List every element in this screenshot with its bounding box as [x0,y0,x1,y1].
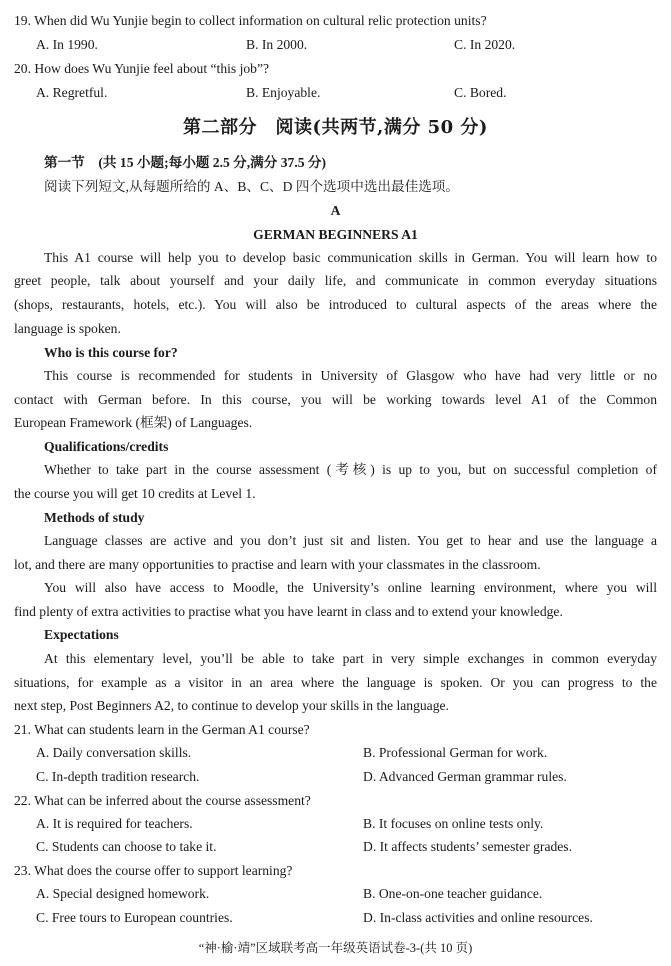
passage-p1-line-4: language is spoken. [14,321,121,336]
page-footer: “神·榆·靖”区域联考高一年级英语试卷-3-(共 10 页) [198,941,473,955]
passage-p5-line-1: You will also have access to Moodle, the University’s online learning environment, where you will [44,580,657,595]
passage-p5-line-2: find plenty of extra activities to practise what you have learnt in class and to extend your knowledge. [14,604,563,619]
question-19-option-b: B. In 2000. [246,37,308,52]
passage-p2-line-2: contact with German before. In this course, you will be working towards level A1 of the Common [14,392,657,407]
passage-p3-line-1: Whether to take part in the course assessment (考核) is up to you, but on successful completion of [44,462,657,477]
question-23-option-a: A. Special designed homework. [36,886,210,901]
heading-methods-of-study: Methods of study [44,510,145,525]
question-23-option-c: C. Free tours to European countries. [36,910,233,925]
passage-p1-line-3: (shops, restaurants, hotels, etc.). You will also be introduced to cultural aspects of the areas where the [14,297,657,312]
question-20-stem: 20. How does Wu Yunjie feel about “this job”? [14,61,270,76]
question-23-option-b: B. One-on-one teacher guidance. [363,886,543,901]
heading-qualifications: Qualifications/credits [44,439,169,454]
passage-p1-line-1: This A1 course will help you to develop basic communication skills in German. You will learn how to [44,250,657,265]
question-19-stem: 19. When did Wu Yunjie begin to collect information on cultural relic protection units? [14,13,487,28]
question-21-stem: 21. What can students learn in the German A1 course? [14,722,310,737]
part-two-title: 第二部分 阅读(共两节,满分 50 分) [183,117,488,138]
question-19-option-a: A. In 1990. [36,37,98,52]
question-20-option-b: B. Enjoyable. [246,85,321,100]
reading-instruction: 阅读下列短文,从每题所给的 A、B、C、D 四个选项中选出最佳选项。 [44,179,459,194]
question-20-option-a: A. Regretful. [36,85,108,100]
heading-expectations: Expectations [44,627,119,642]
passage-p3-line-2: the course you will get 10 credits at Level 1. [14,486,256,501]
question-19-option-c: C. In 2020. [454,37,516,52]
passage-p6-line-2: situations, for example as a visitor in an area where the language is spoken. Or you can progress to the [14,675,657,690]
question-21-option-b: B. Professional German for work. [363,745,548,760]
question-23-option-d: D. In-class activities and online resources. [363,910,593,925]
question-21-option-a: A. Daily conversation skills. [36,745,192,760]
passage-letter: A [330,203,341,218]
question-21-option-d: D. Advanced German grammar rules. [363,769,567,784]
passage-p4-line-2: lot, and there are many opportunities to practise and learn with your classmates in the classroom. [14,557,541,572]
question-20-option-c: C. Bored. [454,85,507,100]
heading-who-is-course-for: Who is this course for? [44,345,178,360]
question-23-stem: 23. What does the course offer to support learning? [14,863,293,878]
passage-p2-line-1: This course is recommended for students in University of Glasgow who have had very little or no [44,368,657,383]
passage-title: GERMAN BEGINNERS A1 [253,227,418,242]
question-22-option-d: D. It affects students’ semester grades. [363,839,572,854]
question-21-option-c: C. In-depth tradition research. [36,769,200,784]
passage-p6-line-1: At this elementary level, you’ll be able to take part in very simple exchanges in common everyday [44,651,657,666]
question-22-option-c: C. Students can choose to take it. [36,839,217,854]
question-22-stem: 22. What can be inferred about the course assessment? [14,793,311,808]
question-22-option-b: B. It focuses on online tests only. [363,816,544,831]
question-22-option-a: A. It is required for teachers. [36,816,193,831]
passage-p6-line-3: next step, Post Beginners A2, to continue to develop your skills in the language. [14,698,449,713]
section-one-heading: 第一节 (共 15 小题;每小题 2.5 分,满分 37.5 分) [44,155,327,170]
passage-p4-line-1: Language classes are active and you don’t just sit and listen. You get to hear and use the language a [44,533,657,548]
passage-p2-line-3: European Framework (框架) of Languages. [14,415,253,430]
passage-p1-line-2: greet people, talk about yourself and your daily life, and communicate in common everyday situations [14,273,657,288]
